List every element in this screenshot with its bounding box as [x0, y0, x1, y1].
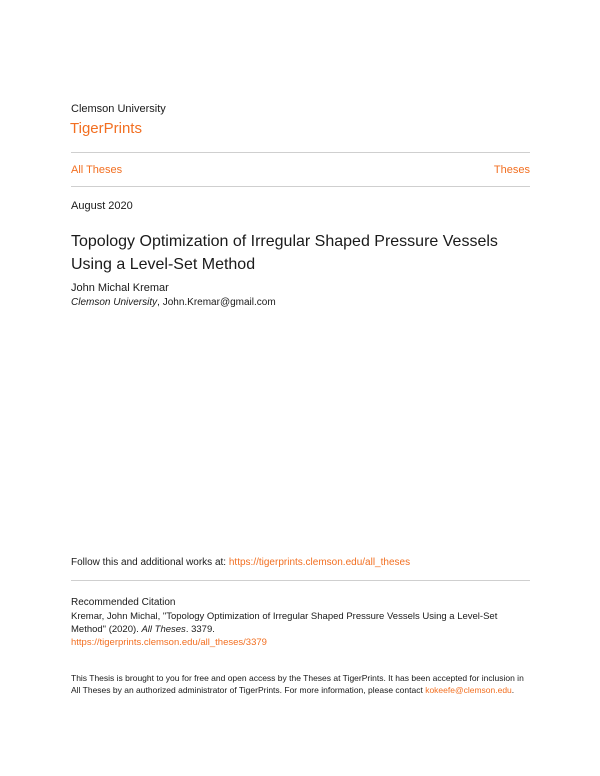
- divider: [71, 580, 530, 581]
- institution-name: Clemson University: [71, 103, 166, 115]
- author-email[interactable]: John.Kremar@gmail.com: [162, 297, 276, 308]
- repository-link[interactable]: TigerPrints: [70, 120, 142, 137]
- access-notice-end: .: [511, 685, 515, 695]
- affiliation-separator: ,: [157, 297, 163, 308]
- publication-date: August 2020: [71, 200, 133, 212]
- affiliation-institution: Clemson University: [71, 297, 158, 308]
- access-notice-text: This Thesis is brought to you for free and open access by the Theses at TigerPrints. It has been accepted for inclusion in All Theses by an authorized administrator of TigerPrints. For more information, please contact: [71, 673, 524, 695]
- citation-text: Kremar, John Michal, "Topology Optimization of Irregular Shaped Pressure Vessels Using a Level-Set Method" (2020).: [71, 611, 498, 635]
- divider: [71, 186, 530, 187]
- citation-url-link[interactable]: https://tigerprints.clemson.edu/all_theses/3379: [71, 637, 267, 648]
- thesis-title: Topology Optimization of Irregular Shaped Pressure Vessels Using a Level-Set Method: [71, 233, 498, 273]
- author-affiliation: [71, 297, 276, 308]
- citation-block: [71, 610, 531, 649]
- follow-line: [71, 557, 410, 568]
- divider: [71, 152, 530, 153]
- follow-text: Follow this and additional works at:: [71, 557, 229, 568]
- follow-url-link[interactable]: https://tigerprints.clemson.edu/all_theses: [228, 557, 411, 568]
- citation-heading: Recommended Citation: [71, 597, 176, 608]
- citation-series: All Theses: [141, 624, 186, 635]
- theses-link[interactable]: Theses: [493, 164, 530, 176]
- contact-email-link[interactable]: kokeefe@clemson.edu: [425, 685, 512, 695]
- citation-number: . 3379.: [185, 624, 215, 635]
- all-theses-link[interactable]: All Theses: [71, 164, 123, 176]
- access-notice: [71, 672, 531, 696]
- author-name: John Michal Kremar: [71, 282, 169, 294]
